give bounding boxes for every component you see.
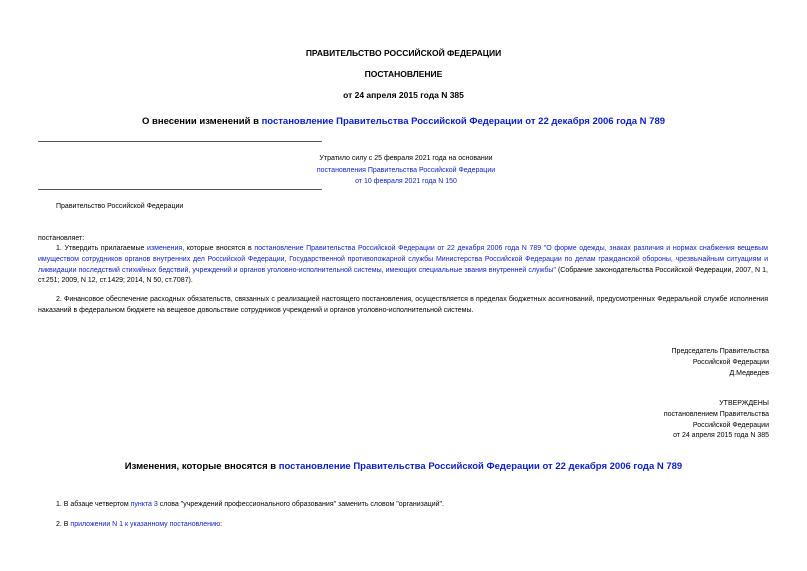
approved-line-4: от 24 апреля 2015 года N 385 (673, 432, 769, 440)
changes-item1-text-a: 1. В абзаце четвертом (56, 501, 131, 508)
clause-3-link[interactable]: пункта 3 (130, 501, 158, 508)
bottom-divider (38, 189, 322, 190)
changes-title-prefix: Изменения, которые вносятся в (124, 461, 279, 472)
changes-item1-text-b: слова "учреждений профессионального образования" заменить словом "организаций". (157, 501, 444, 508)
item1-text-c: (Собрание законодательства Российской Федерации, 2007, N 1, ст.251; 2009, N 12, ст.1429; 2014, N 50, ст.7087). (38, 266, 768, 285)
government-heading: ПРАВИТЕЛЬСТВО РОССИЙСКОЙ ФЕДЕРАЦИИ (305, 48, 502, 58)
government-line: Правительство Российской Федерации (56, 203, 184, 210)
document-title (0, 116, 807, 127)
amended-decree-link[interactable]: постановление Правительства Российской Федерации от 22 декабря 2006 года N 789 (261, 116, 666, 127)
changes-title (0, 461, 807, 472)
changes-item2-text-b: : (220, 521, 223, 528)
status-note-text: Утратило силу с 25 февраля 2021 года на основании (319, 155, 493, 162)
paragraph-item-1 (38, 244, 768, 287)
signature-country: Российской Федерации (692, 358, 769, 366)
approved-line-3: Российской Федерации (692, 421, 769, 429)
item1-text-a: 1. Утвердить прилагаемые (56, 245, 148, 252)
document-date-number: от 24 апреля 2015 года N 385 (343, 90, 464, 100)
changes-link[interactable]: изменения (147, 245, 183, 252)
changes-decree-link[interactable]: постановление Правительства Российской Федерации от 22 декабря 2006 года N 789 (278, 461, 683, 472)
signature-block (672, 347, 769, 379)
approved-block (664, 399, 769, 442)
repeal-decree-date-link[interactable]: от 10 февраля 2021 года N 150 (355, 178, 457, 185)
paragraph-item-2: 2. Финансовое обеспечение расходных обязательств, связанных с реализацией настоящего постановления, осуществляется в пределах бюджетных ассигнований, предусмотренных Федеральной службе исполнения наказаний в федеральном бюджете на вещевое довольствие сотрудников учреждений и органов уголовно-исполнительной системы. (38, 296, 768, 314)
signature-position: Председатель Правительства (671, 348, 769, 355)
decrees-word: постановляет: (38, 235, 85, 242)
decree-789-link[interactable]: постановление Правительства Российской Федерации от 22 декабря 2006 года N 789 "О форме одежды, знаках различия и нормах снабжения вещевым имуществом сотрудников органов внутренних дел Российской Федерации, Государственной противопожарной службы Министерства Российской Федерации по делам гражданской обороны, чрезвычайным ситуациям и ликвидации последствий стихийных бедствий, учреждений и органов уголовно-исполнительной системы, имеющих специальные звания внутренней службы" (38, 245, 768, 274)
signature-name: Д.Медведев (729, 369, 769, 377)
changes-item-2 (56, 521, 222, 528)
status-note (200, 153, 612, 188)
approved-line-2: постановлением Правительства (663, 410, 769, 418)
item1-text-b: , которые вносятся в (182, 245, 255, 252)
changes-item-1 (56, 501, 444, 508)
top-divider (38, 141, 322, 142)
repeal-decree-link[interactable]: постановления Правительства Российской Федерации (316, 166, 496, 174)
document-type: ПОСТАНОВЛЕНИЕ (364, 69, 443, 79)
changes-item2-text-a: 2. В (56, 521, 71, 528)
appendix-1-link[interactable]: приложении N 1 к указанному постановлению (70, 521, 221, 528)
approved-heading: УТВЕРЖДЕНЫ (719, 400, 769, 407)
document-title-prefix: О внесении изменений в (141, 116, 262, 127)
